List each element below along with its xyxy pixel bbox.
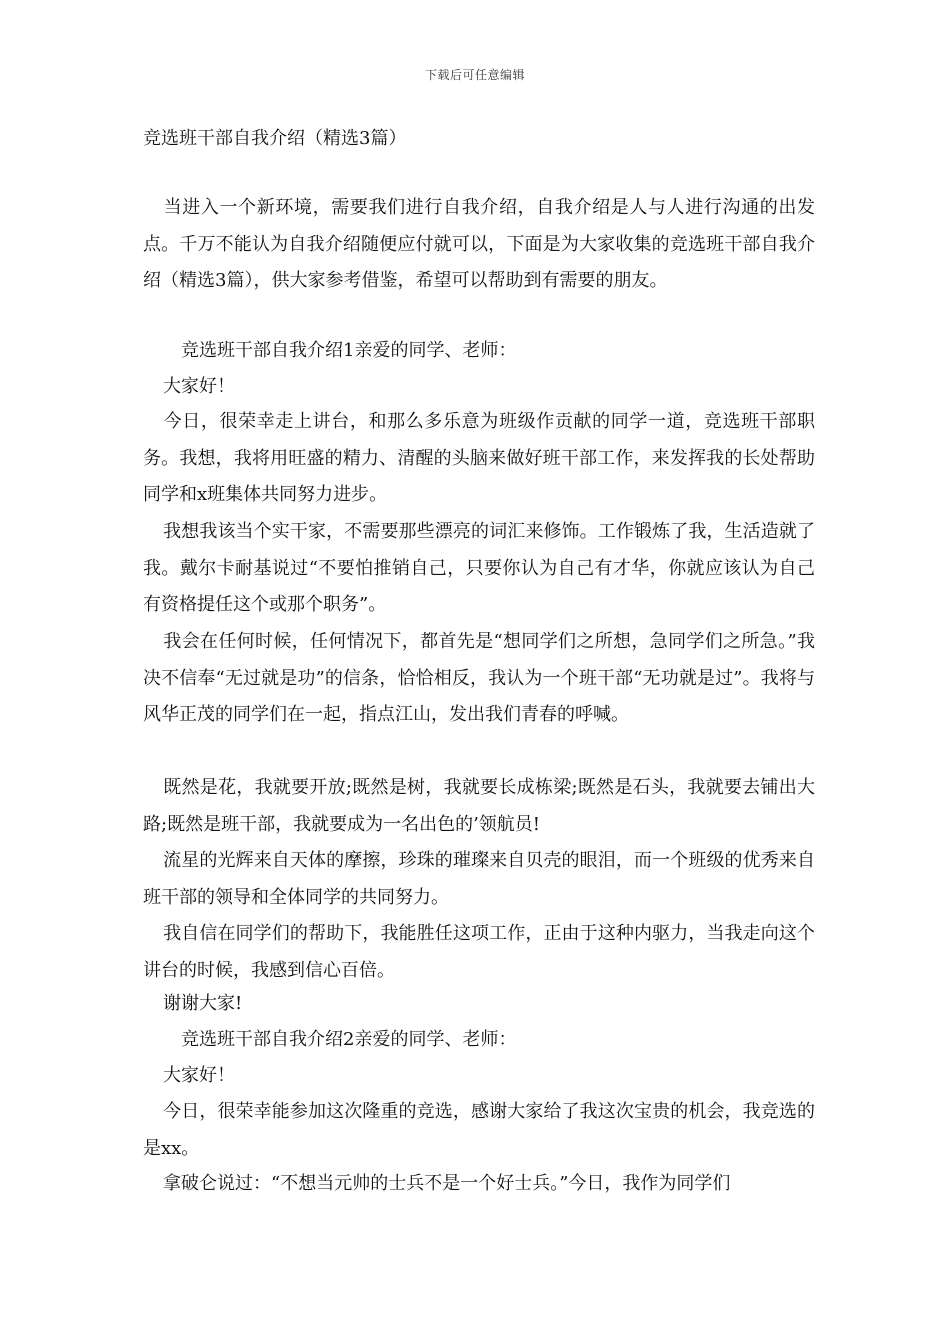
section-heading-2: 竞选班干部自我介绍2亲爱的同学、老师： bbox=[181, 1029, 517, 1050]
page-header: 下载后可任意编辑 bbox=[424, 68, 525, 82]
thanks-line: 谢谢大家! bbox=[163, 993, 243, 1014]
body-paragraph: 我会在任何时候，任何情况下，都首先是“想同学们之所想，急同学们之所急。”我决不信奉“无过就是功”的信条，恰恰相反，我认为一个班干部“无功就是过”。我将与风华正茂的同学们在一起，指点江山，发出我们青春的呼喊。 bbox=[143, 631, 815, 725]
body-paragraph: 拿破仑说过：“不想当元帅的士兵不是一个好士兵。”今日，我作为同学们 bbox=[163, 1173, 731, 1194]
body-paragraph: 今日，很荣幸能参加这次隆重的竞选，感谢大家给了我这次宝贵的机会，我竞选的是xx。 bbox=[143, 1101, 815, 1159]
greeting-1: 大家好！ bbox=[163, 376, 235, 397]
body-paragraph: 我想我该当个实干家，不需要那些漂亮的词汇来修饰。工作锻炼了我，生活造就了我。戴尔卡耐基说过“不要怕推销自己，只要你认为自己有才华，你就应该认为自己有资格提任这个或那个职务”。 bbox=[143, 521, 815, 615]
body-paragraph: 今日，很荣幸走上讲台，和那么多乐意为班级作贡献的同学一道，竞选班干部职务。我想，我将用旺盛的精力、清醒的头脑来做好班干部工作，来发挥我的长处帮助同学和x班集体共同努力进步。 bbox=[143, 411, 815, 505]
intro-paragraph: 当进入一个新环境，需要我们进行自我介绍，自我介绍是人与人进行沟通的出发点。千万不能认为自我介绍随便应付就可以，下面是为大家收集的竞选班干部自我介绍（精选3篇），供大家参考借鉴，希望可以帮助到有需要的朋友。 bbox=[143, 197, 815, 291]
body-paragraph: 我自信在同学们的帮助下，我能胜任这项工作，正由于这种内驱力，当我走向这个讲台的时候，我感到信心百倍。 bbox=[143, 923, 815, 981]
body-paragraph: 既然是花，我就要开放;既然是树，我就要长成栋梁;既然是石头，我就要去铺出大路;既然是班干部，我就要成为一名出色的’领航员! bbox=[143, 777, 815, 835]
body-paragraph: 流星的光辉来自天体的摩擦，珍珠的璀璨来自贝壳的眼泪，而一个班级的优秀来自班干部的领导和全体同学的共同努力。 bbox=[143, 850, 815, 908]
section-heading-1: 竞选班干部自我介绍1亲爱的同学、老师： bbox=[181, 340, 517, 361]
greeting-2: 大家好！ bbox=[163, 1065, 235, 1086]
document-title: 竞选班干部自我介绍（精选3篇） bbox=[143, 128, 407, 149]
